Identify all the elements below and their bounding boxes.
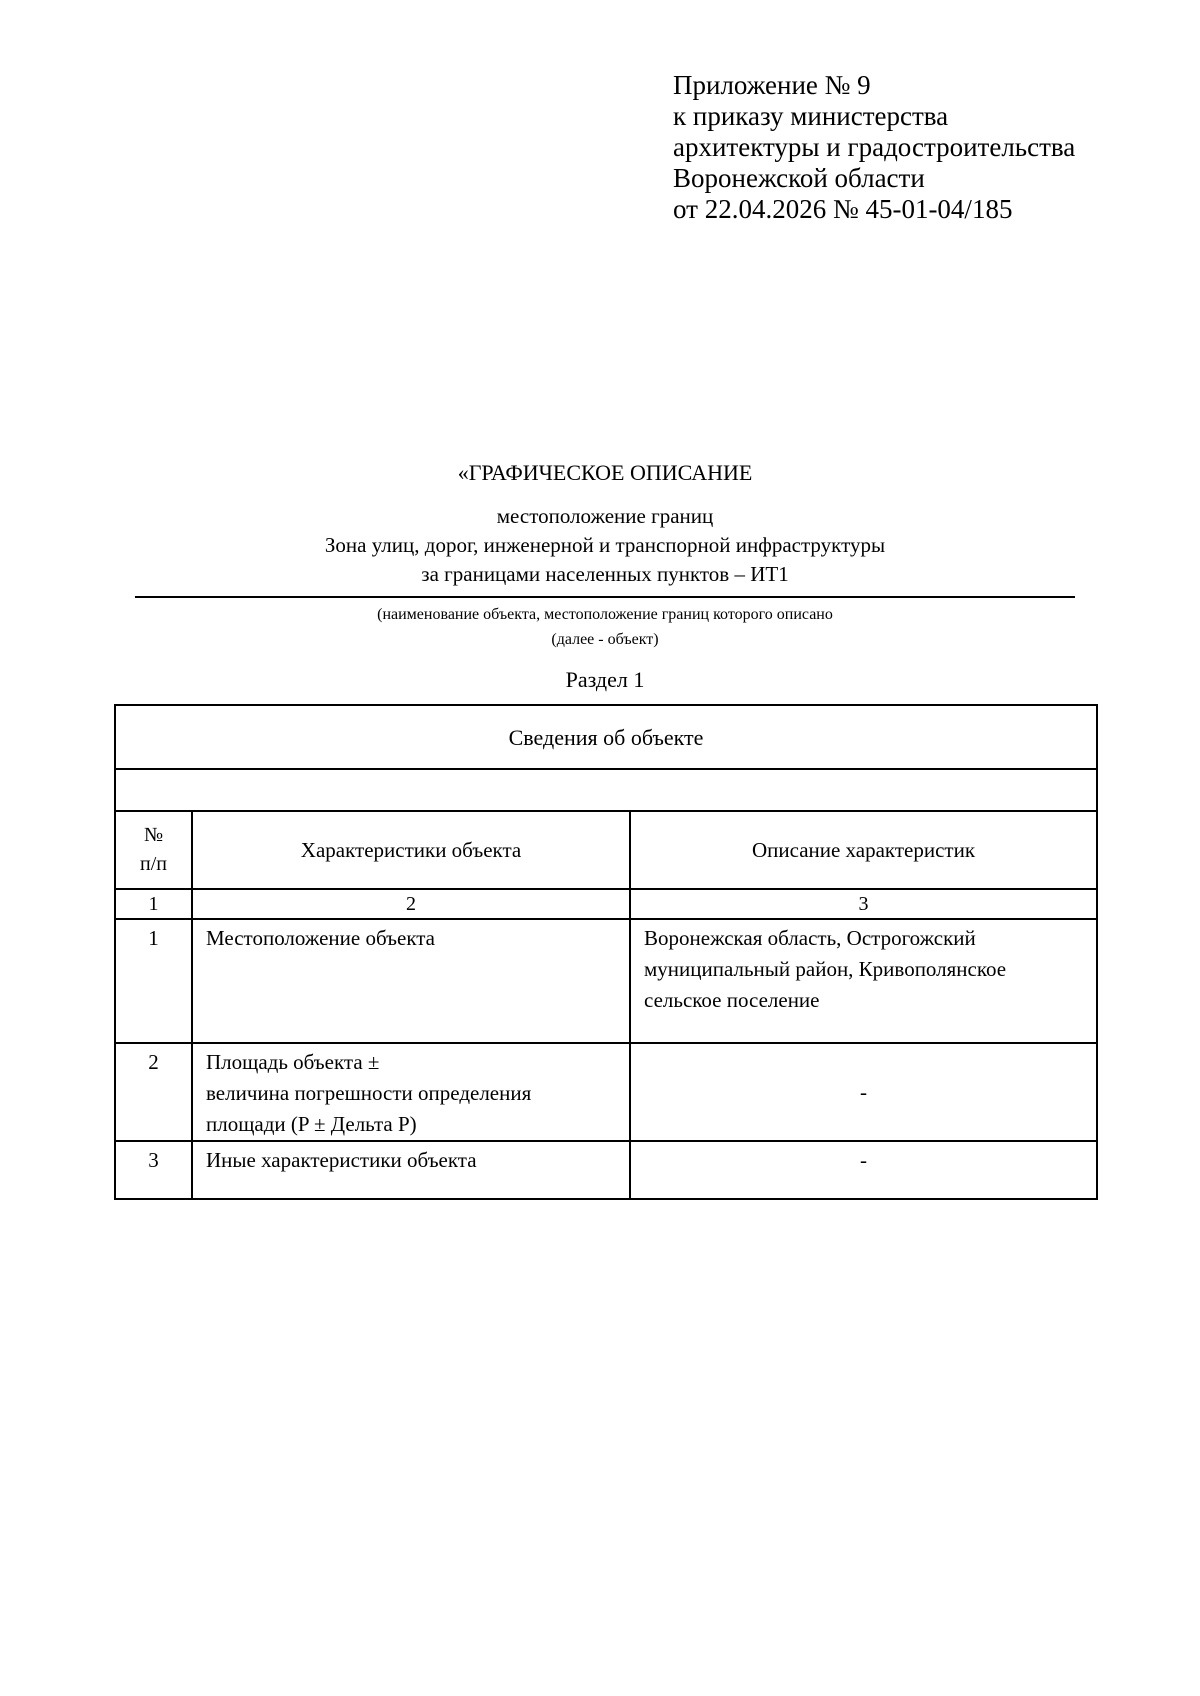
row-characteristic: Иные характеристики объекта <box>192 1141 630 1199</box>
caption-line: (наименование объекта, местоположение границ которого описано <box>377 606 833 623</box>
appendix-line: Приложение № 9 <box>673 70 871 100</box>
caption-line: (далее - объект) <box>551 631 659 648</box>
document-title: «ГРАФИЧЕСКОЕ ОПИСАНИЕ <box>457 460 753 485</box>
table-header-row <box>115 811 1097 889</box>
row-description: Воронежская область, Острогожский муниципальный район, Кривополянское сельское поселение <box>630 919 1097 1043</box>
column-header-number-line: п/п <box>140 853 167 875</box>
column-header-number-line: № <box>143 824 164 846</box>
column-header-number <box>115 811 192 889</box>
underline-rule <box>135 596 1075 598</box>
column-index-row <box>115 889 1097 919</box>
row-number: 3 <box>115 1141 192 1199</box>
column-index: 1 <box>115 889 192 919</box>
object-info-table <box>114 704 1098 1200</box>
row-description: - <box>630 1043 1097 1141</box>
row-description: - <box>630 1141 1097 1199</box>
column-index: 3 <box>630 889 1097 919</box>
appendix-line: Воронежской области <box>673 163 925 193</box>
table-empty-row <box>115 769 1097 811</box>
table-row <box>115 1043 1097 1141</box>
appendix-line: архитектуры и градостроительства <box>673 132 1076 162</box>
table-row <box>115 1141 1097 1199</box>
column-index: 2 <box>192 889 630 919</box>
characteristic-line: величина погрешности определения <box>206 1081 532 1105</box>
row-characteristic <box>192 1043 630 1141</box>
appendix-line: к приказу министерства <box>673 101 949 131</box>
appendix-block <box>673 70 1075 225</box>
characteristic-line: площади (P ± Дельта P) <box>206 1112 417 1136</box>
row-characteristic: Местоположение объекта <box>192 919 630 1043</box>
column-header-characteristics: Характеристики объекта <box>192 811 630 889</box>
characteristic-line: Площадь объекта ± <box>206 1050 380 1074</box>
appendix-line: от 22.04.2026 № 45-01-04/185 <box>673 194 1013 224</box>
subtitle-line: Зона улиц, дорог, инженерной и транспорной инфраструктуры <box>324 533 886 557</box>
subtitle-line: за границами населенных пунктов – ИТ1 <box>421 562 789 586</box>
object-caption <box>135 602 1075 652</box>
row-number: 2 <box>115 1043 192 1141</box>
table-row <box>115 919 1097 1043</box>
subtitle-line: местоположение границ <box>496 504 714 528</box>
row-number: 1 <box>115 919 192 1043</box>
title-block <box>135 458 1075 589</box>
section-label: Раздел 1 <box>565 667 645 692</box>
column-header-description: Описание характеристик <box>630 811 1097 889</box>
table-title: Сведения об объекте <box>115 705 1097 769</box>
